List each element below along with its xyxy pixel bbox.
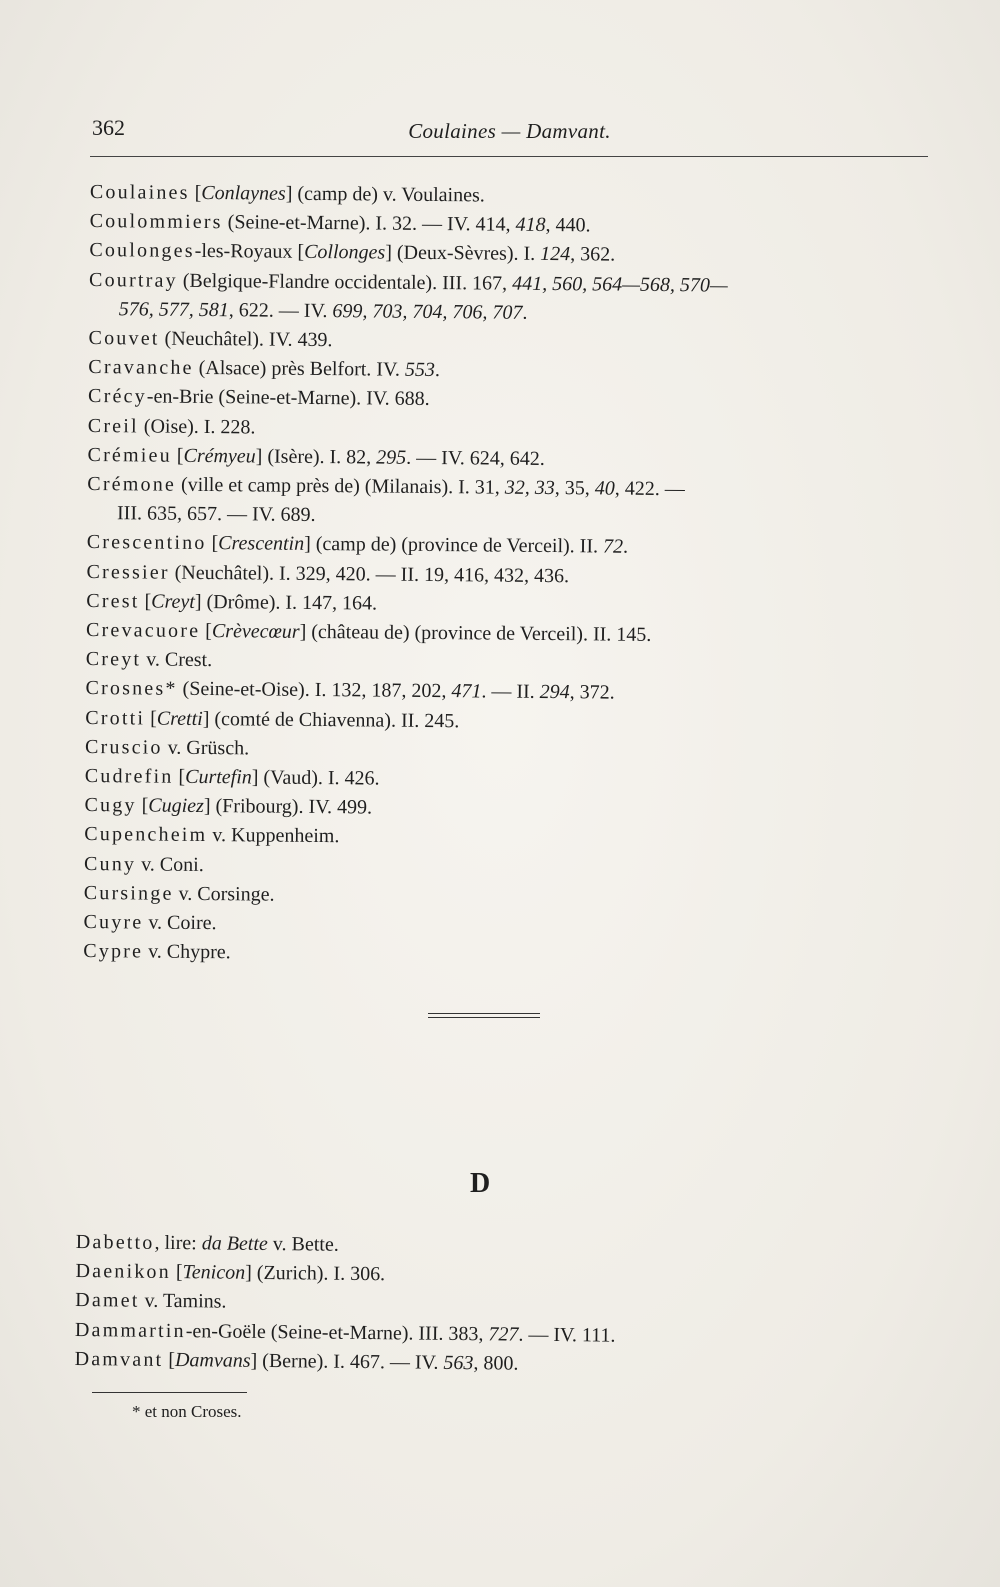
entry-headword: Crécy [87,385,147,408]
entry-headword: Cudrefin [84,765,174,788]
entry-text: ] (Drôme). I. 147, 164. [194,590,378,615]
entry-text: . — II. [481,680,540,704]
entry-text: [ [136,794,149,817]
entry-text: , 622. — IV. [228,299,333,322]
entry-text: -les-Royaux [ [194,240,305,264]
entry-text: [ [163,1348,176,1371]
entry-italic-text: 727 [488,1322,519,1346]
entry-italic-text: Curtefin [185,765,252,789]
section-letter: D [470,1168,491,1199]
entry-text: ] (Deux-Sèvres). I. [385,241,541,266]
entry-text: (Neuchâtel). I. 329, 420. — II. 19, 416, 432, 436. [169,561,570,587]
entry-text: (Seine-et-Marne). I. 32. — IV. 414, [222,211,516,236]
entry-text: , 35, [554,477,595,500]
entry-text: -en-Goële (Seine-et-Marne). III. 383, [185,1319,489,1345]
entry-text: ] (camp de) v. Voulaines. [285,182,485,207]
entry-italic-text: Creyt [151,590,195,613]
entry-text: -en-Brie (Seine-et-Marne). IV. 688. [146,385,430,411]
entry-italic-text: Crémyeu [183,444,256,468]
entry-text: v. Coire. [143,911,217,935]
entry-headword: Crosnes* [85,677,178,701]
entry-italic-text: 72 [602,535,624,559]
index-entry [83,937,933,974]
running-title: Coulaines — Damvant. [408,119,611,143]
entry-text: v. Tamins. [139,1290,227,1313]
entry-text: ] (Isère). I. 82, [255,445,377,469]
entry-text: . — IV. 111. [518,1323,616,1347]
entry-headword: Cugy [84,794,137,817]
entry-text: ] (Fribourg). IV. 499. [203,795,373,819]
entry-italic-text: 418 [515,213,546,237]
entry-italic-text: Damvans [174,1348,251,1372]
entry-headword: Cruscio [84,735,163,759]
entry-headword: Cursinge [83,881,174,905]
entry-text: (Neuchâtel). IV. 439. [159,327,333,352]
entry-text: ] (camp de) (province de Verceil). II. [304,533,604,558]
entry-italic-text: Conlaynes [201,181,286,205]
entry-headword: Crevacuore [85,619,201,643]
entry-headword: Dammartin [74,1318,186,1342]
page-header [92,115,927,147]
entry-italic-text: 294 [539,681,570,704]
entry-headword: Cuyre [83,911,144,934]
entry-headword: Couvet [88,327,160,350]
entry-text: . [622,536,629,559]
entry-text: ] (Vaud). I. 426. [251,766,380,790]
entry-headword: Crotti [85,706,146,730]
header-rule [90,156,928,157]
entry-headword: Cypre [83,940,144,963]
entry-text: . [522,301,528,324]
entry-text: , 362. [570,243,616,266]
entry-text: ] (Berne). I. 467. — IV. [250,1349,444,1374]
entry-headword: Coulonges [89,239,195,263]
entry-headword: Cuny [83,852,137,876]
entry-italic-text: 699, 703, 704, 706, 707 [332,299,523,324]
entry-text: , 372. [569,681,615,705]
entry-text: (ville et camp près de) (Milanais). I. 31, [175,473,505,499]
entry-italic-text: 295 [376,446,407,469]
entry-headword: Dabetto [75,1230,155,1254]
entry-headword: Cravanche [88,356,194,380]
section-separator [428,1013,540,1018]
entry-text: . [434,359,440,382]
entry-headword: Cressier [86,560,170,584]
index-entries-d [74,1228,935,1383]
entry-text: , lire: [154,1231,202,1255]
index-entries-c [83,178,940,974]
entry-text: (Alsace) près Belfort. IV. [193,357,405,381]
entry-text: (Belgique-Flandre occidentale). III. 167, [177,269,513,295]
entry-italic-text: Crescentin [218,532,305,556]
entry-text: , 440. [545,214,591,237]
entry-headword: Courtray [89,268,178,292]
entry-italic-text: Tenicon [182,1261,246,1284]
entry-headword: Coulommiers [89,210,223,234]
entry-text: III. 635, 657. — IV. 689. [116,502,316,527]
entry-italic-text: 40 [594,477,615,500]
entry-text: [ [206,532,219,555]
entry-text: [ [200,620,212,643]
entry-headword: Damet [75,1289,140,1313]
entry-italic-text: 124 [540,243,571,266]
entry-headword: Creyt [85,648,142,671]
entry-italic-text: 441, 560, 564—568, 570— [512,272,728,297]
entry-text: v. Kuppenheim. [207,824,340,848]
entry-italic-text: 471 [451,680,482,703]
page-number: 362 [92,115,125,140]
entry-italic-text: Crèvecœur [211,620,300,643]
entry-italic-text: Cugiez [148,794,204,818]
entry-text: , 422. — [614,477,685,501]
entry-text: . — IV. 624, 642. [406,446,545,470]
entry-text: [ [171,444,184,467]
entry-italic-text: Collonges [304,241,386,264]
entry-text: ] (château de) (province de Verceil). II. 145. [299,620,652,646]
entry-headword: Crest [86,589,140,613]
entry-text: v. Crest. [141,648,213,672]
entry-headword: Crémone [87,473,177,496]
entry-italic-text: 576, 577, 581 [118,298,229,322]
entry-text: (Seine-et-Oise). I. 132, 187, 202, [177,678,452,703]
entry-italic-text: 553 [404,358,435,382]
entry-headword: Coulaines [89,180,190,204]
entry-text: [ [139,590,152,613]
entry-headword: Crescentino [86,531,207,555]
entry-text: v. Bette. [267,1233,339,1256]
entry-text: [ [173,765,186,788]
entry-headword: Damvant [74,1347,164,1371]
entry-headword: Daenikon [75,1260,172,1284]
entry-text: [ [170,1261,183,1284]
entry-text: [ [189,181,202,204]
entry-text: v. Chypre. [143,940,231,964]
entry-italic-text: Cretti [156,707,203,730]
entry-text: (Oise). I. 228. [138,415,256,439]
entry-italic-text: 563 [443,1351,474,1374]
footnote: * et non Croses. [132,1402,242,1421]
entry-text: ] (Zurich). I. 306. [245,1261,386,1286]
entry-italic-text: da Bette [201,1232,268,1256]
entry-headword: Crémieu [87,443,172,467]
entry-headword: Cupencheim [84,823,208,847]
entry-italic-text: 32, 33 [504,476,555,500]
entry-text: , 800. [473,1351,519,1375]
entry-text: v. Grüsch. [162,736,250,760]
entry-text: [ [145,707,157,730]
entry-text: v. Corsinge. [173,882,275,906]
footnote-rule [92,1392,247,1393]
entry-text: v. Coni. [136,853,204,876]
entry-text: ] (comté de Chiavenna). II. 245. [202,707,460,732]
entry-headword: Creil [87,414,139,438]
